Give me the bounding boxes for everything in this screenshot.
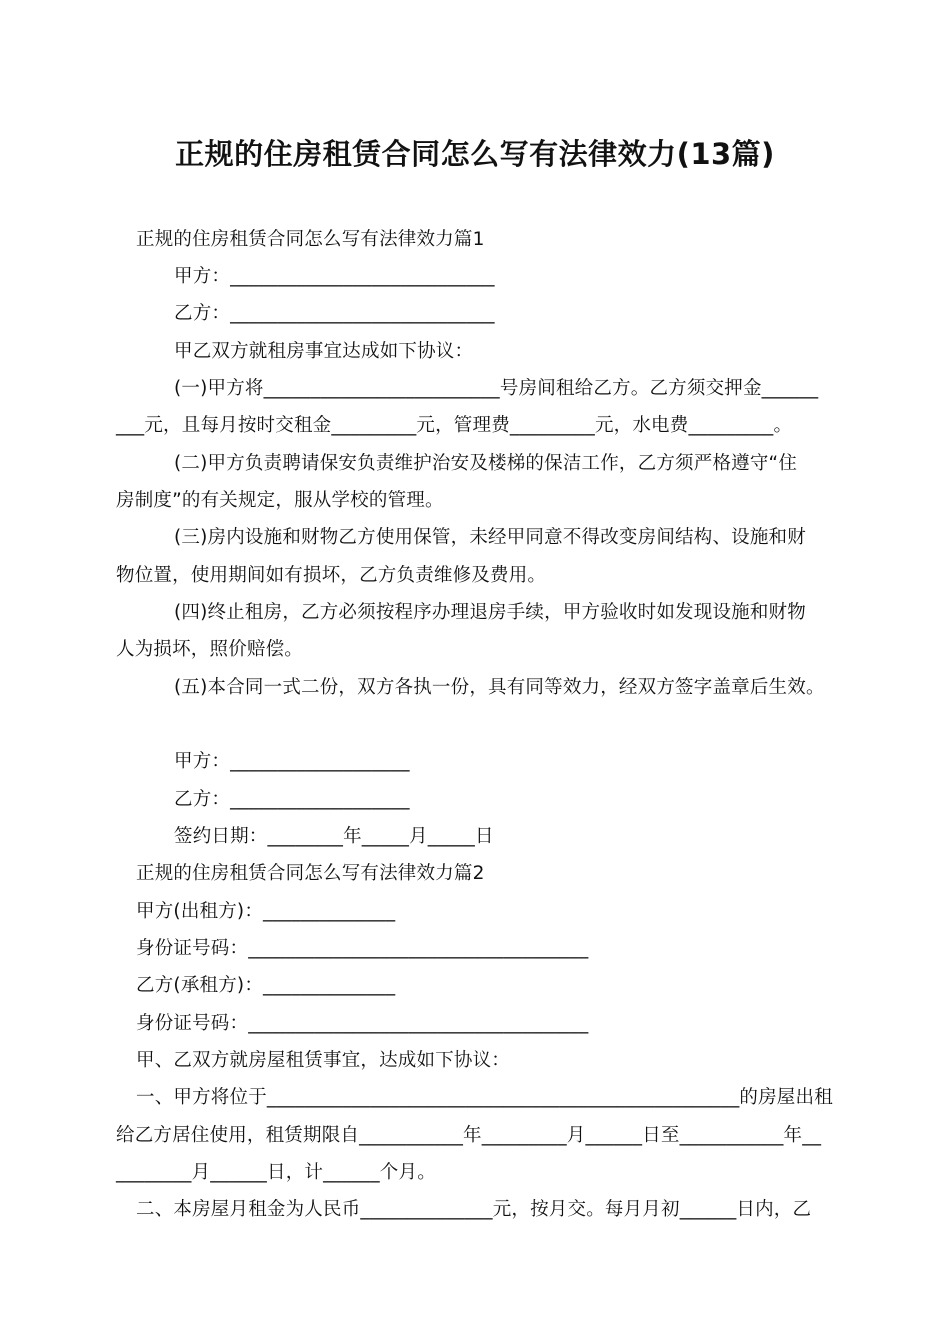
clause-5-line-1: (五)本合同一式二份，双方各执一份，具有同等效力，经双方签字盖章后生效。 [174, 677, 825, 698]
clause-2-line-1: (二)甲方负责聘请保安负责维护治安及楼梯的保洁工作，乙方须严格遵守“住 [174, 453, 798, 474]
clause-1-line-2: ___元，且每月按时交租金_________元，管理费_________元，水电费_________。 [116, 415, 793, 436]
lessee-id-line: 身份证号码：____________________________________ [136, 1013, 589, 1034]
article-1-line-2: 给乙方居住使用，租赁期限自___________年_________月______日至___________年__ [116, 1125, 822, 1146]
signature-party-b: 乙方：___________________ [174, 789, 410, 810]
lessee-line: 乙方(承租方)：______________ [136, 975, 396, 996]
clause-3-line-2: 物位置，使用期间如有损坏，乙方负责维修及费用。 [116, 565, 547, 586]
signing-date: 签约日期：________年_____月_____日 [174, 826, 494, 847]
section-heading-2: 正规的住房租赁合同怎么写有法律效力篇2 [136, 863, 485, 884]
agreement-intro: 甲乙双方就租房事宜达成如下协议： [174, 341, 474, 362]
agreement-intro-2: 甲、乙双方就房屋租赁事宜，达成如下协议： [136, 1050, 511, 1071]
lessor-line: 甲方(出租方)：______________ [136, 901, 396, 922]
lessor-id-line: 身份证号码：____________________________________ [136, 938, 589, 959]
clause-2-line-2: 房制度”的有关规定，服从学校的管理。 [116, 490, 444, 511]
party-b-line: 乙方：____________________________ [174, 303, 495, 324]
party-a-line: 甲方：____________________________ [174, 266, 495, 287]
clause-4-line-2: 人为损坏，照价赔偿。 [116, 639, 304, 660]
clause-1-line-1: (一)甲方将_________________________号房间租给乙方。乙方须交押金______ [174, 378, 819, 399]
clause-3-line-1: (三)房内设施和财物乙方使用保管，未经甲同意不得改变房间结构、设施和财 [174, 527, 806, 548]
document-title: 正规的住房租赁合同怎么写有法律效力(13篇) [175, 137, 775, 171]
clause-4-line-1: (四)终止租房，乙方必须按程序办理退房手续，甲方验收时如发现设施和财物 [174, 602, 806, 623]
article-2-line-1: 二、本房屋月租金为人民币______________元，按月交。每月月初______日内，乙 [136, 1199, 812, 1220]
article-1-line-3: ________月______日，计______个月。 [116, 1162, 436, 1183]
article-1-line-1: 一、甲方将位于__________________________________________________的房屋出租 [136, 1087, 833, 1108]
section-heading-1: 正规的住房租赁合同怎么写有法律效力篇1 [136, 229, 485, 250]
signature-party-a: 甲方：___________________ [174, 751, 410, 772]
